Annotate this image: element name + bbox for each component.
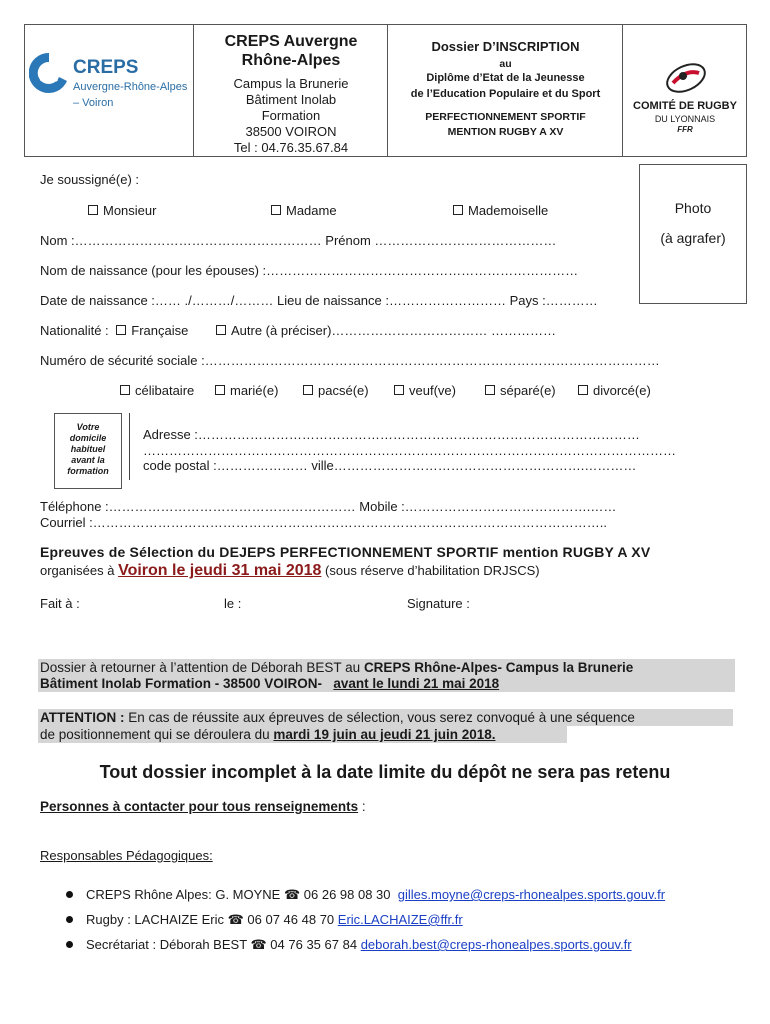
- checkbox-pacse[interactable]: [303, 385, 313, 395]
- nationalite-row: [40, 323, 556, 338]
- creps-logo-cell: [25, 25, 193, 156]
- attention-line-1: ATTENTION : En cas de réussite aux épreuves de sélection, vous serez convoqué à une séquence: [40, 710, 635, 725]
- contact-item-secretariat: Secrétariat : Déborah BEST ☎ 04 76 35 67 84 deborah.best@creps-rhonealpes.sports.gouv.fr: [86, 937, 632, 952]
- attention-dates: mardi 19 juin au jeudi 21 juin 2018.: [273, 727, 496, 742]
- dossier-diplome-1: Diplôme d’Etat de la Jeunesse: [426, 72, 585, 84]
- nationalite-label: Nationalité :: [40, 323, 109, 338]
- checkbox-madame[interactable]: [271, 205, 281, 215]
- rugby-logo-line1: COMITÉ DE RUGBY: [633, 100, 737, 112]
- epreuves-lieu-date: Voiron le jeudi 31 mai 2018: [118, 562, 322, 579]
- courriel-field[interactable]: Courriel :………………………………………………………………………………………………………..: [40, 515, 607, 530]
- attention-label: ATTENTION :: [40, 710, 125, 725]
- situation-pacse[interactable]: pacsé(e): [303, 383, 369, 398]
- logo-brand: CREPS: [73, 57, 139, 78]
- dossier-mention-2: MENTION RUGBY A XV: [447, 126, 564, 138]
- checkbox-separe[interactable]: [485, 385, 495, 395]
- attention-line-2: de positionnement qui se déroulera du mardi 19 juin au jeudi 21 juin 2018.: [40, 727, 496, 742]
- situation-marie[interactable]: marié(e): [215, 383, 278, 398]
- civilite-monsieur[interactable]: Monsieur: [88, 203, 156, 218]
- situation-separe[interactable]: séparé(e): [485, 383, 556, 398]
- checkbox-divorce[interactable]: [578, 385, 588, 395]
- dossier-title: Dossier D’INSCRIPTION: [431, 39, 580, 54]
- responsables-label: Responsables Pédagogiques:: [40, 848, 213, 863]
- dossier-au: au: [499, 58, 512, 70]
- retour-line-2: [40, 676, 499, 691]
- nationalite-francaise[interactable]: Française: [116, 323, 188, 338]
- contact-email-rugby[interactable]: Eric.LACHAIZE@ffr.fr: [337, 912, 463, 927]
- checkbox-mademoiselle[interactable]: [453, 205, 463, 215]
- dossier-diplome-2: de l’Education Populaire et du Sport: [410, 88, 601, 100]
- center-line-1: Campus la Brunerie: [233, 76, 349, 91]
- center-line-3: Formation: [261, 108, 321, 123]
- creps-address-cell: [193, 25, 388, 156]
- checkbox-monsieur[interactable]: [88, 205, 98, 215]
- rugby-ball-icon: [663, 61, 709, 95]
- adresse-field[interactable]: Adresse :…………………………………………………………………………………………: [143, 427, 640, 442]
- fait-a-label: Fait à :: [40, 596, 80, 611]
- bullet-icon: [66, 941, 73, 948]
- rugby-logo-cell: [622, 25, 747, 156]
- domicile-divider: [129, 413, 130, 480]
- adresse-field-2[interactable]: ……………………………………………………………………………………………………………: [143, 443, 676, 458]
- civilite-madame[interactable]: Madame: [271, 203, 337, 218]
- nationalite-autre[interactable]: Autre (à préciser)……………………………… ……………: [216, 323, 556, 338]
- creps-logo-icon: [29, 51, 69, 95]
- epreuves-organisees: organisées à: [40, 563, 115, 578]
- soussigne-label: Je soussigné(e) :: [40, 172, 139, 187]
- logo-sub1: Auvergne-Rhône-Alpes: [73, 81, 188, 93]
- secu-field[interactable]: Numéro de sécurité sociale :……………………………………………………………………………………………: [40, 353, 660, 368]
- nom-field[interactable]: Nom :………………………………………………… Prénom ……………………………………: [40, 233, 557, 248]
- nom-naissance-field[interactable]: Nom de naissance (pour les épouses) :………………………………………………………………: [40, 263, 579, 278]
- center-line-4: 38500 VOIRON: [245, 124, 337, 139]
- center-title-1: CREPS Auvergne: [224, 33, 358, 50]
- code-postal-field[interactable]: code postal :………………… ville………………………………………………….…………: [143, 458, 637, 473]
- retour-address: Bâtiment Inolab Formation - 38500 VOIRON-: [40, 676, 323, 691]
- situation-veuf[interactable]: veuf(ve): [394, 383, 456, 398]
- contact-email-creps[interactable]: gilles.moyne@creps-rhonealpes.sports.gouv.fr: [397, 887, 666, 902]
- rugby-logo-line2: DU LYONNAIS: [654, 114, 716, 124]
- le-label: le :: [224, 596, 242, 611]
- checkbox-celibataire[interactable]: [120, 385, 130, 395]
- signature-label: Signature :: [407, 596, 470, 611]
- telephone-field[interactable]: Téléphone :………………………………………………… Mobile :…………………………………….……: [40, 499, 617, 514]
- logo-sub2: – Voiron: [73, 97, 114, 109]
- contact-item-creps: CREPS Rhône Alpes: G. MOYNE ☎ 06 26 98 08 30 gilles.moyne@creps-rhonealpes.sports.gouv.fr: [86, 887, 666, 902]
- photo-box: [639, 164, 747, 304]
- checkbox-autre[interactable]: [216, 325, 226, 335]
- bullet-icon: [66, 916, 73, 923]
- dossier-cell: [387, 25, 623, 156]
- epreuves-title: Epreuves de Sélection du DEJEPS PERFECTIONNEMENT SPORTIF mention RUGBY A XV: [40, 544, 651, 560]
- incomplete-warning: Tout dossier incomplet à la date limite du dépôt ne sera pas retenu: [99, 762, 671, 782]
- photo-sub: (à agrafer): [660, 230, 726, 246]
- civilite-mademoiselle[interactable]: Mademoiselle: [453, 203, 548, 218]
- rugby-logo-line3: FFR: [677, 125, 693, 134]
- epreuves-line: [40, 562, 540, 580]
- checkbox-veuf[interactable]: [394, 385, 404, 395]
- bullet-icon: [66, 891, 73, 898]
- domicile-box: Votre domicile habituel avant la formation: [54, 413, 122, 489]
- checkbox-francaise[interactable]: [116, 325, 126, 335]
- contact-email-secretariat[interactable]: deborah.best@creps-rhonealpes.sports.gouv.fr: [360, 937, 632, 952]
- center-title-2: Rhône-Alpes: [241, 52, 341, 69]
- photo-label: Photo: [674, 200, 712, 216]
- contact-item-rugby: Rugby : LACHAIZE Eric ☎ 06 07 46 48 70 Eric.LACHAIZE@ffr.fr: [86, 912, 463, 927]
- date-naissance-field[interactable]: Date de naissance :…… ./………/……… Lieu de naissance :……………………… Pays :…………: [40, 293, 598, 308]
- situation-divorce[interactable]: divorcé(e): [578, 383, 651, 398]
- header: [24, 24, 747, 157]
- center-line-5: Tel : 04.76.35.67.84: [233, 140, 349, 155]
- center-line-2: Bâtiment Inolab: [245, 92, 337, 107]
- epreuves-reserve: (sous réserve d’habilitation DRJSCS): [325, 563, 540, 578]
- dossier-mention-1: PERFECTIONNEMENT SPORTIF: [425, 111, 586, 123]
- checkbox-marie[interactable]: [215, 385, 225, 395]
- retour-line-1: Dossier à retourner à l’attention de Déborah BEST au CREPS Rhône-Alpes- Campus la Brunerie: [40, 660, 634, 675]
- situation-celibataire[interactable]: célibataire: [120, 383, 194, 398]
- contacts-title: Personnes à contacter pour tous renseignements :: [40, 799, 366, 814]
- retour-creps: CREPS Rhône-Alpes- Campus la Brunerie: [363, 660, 634, 675]
- retour-deadline: avant le lundi 21 mai 2018: [333, 676, 500, 691]
